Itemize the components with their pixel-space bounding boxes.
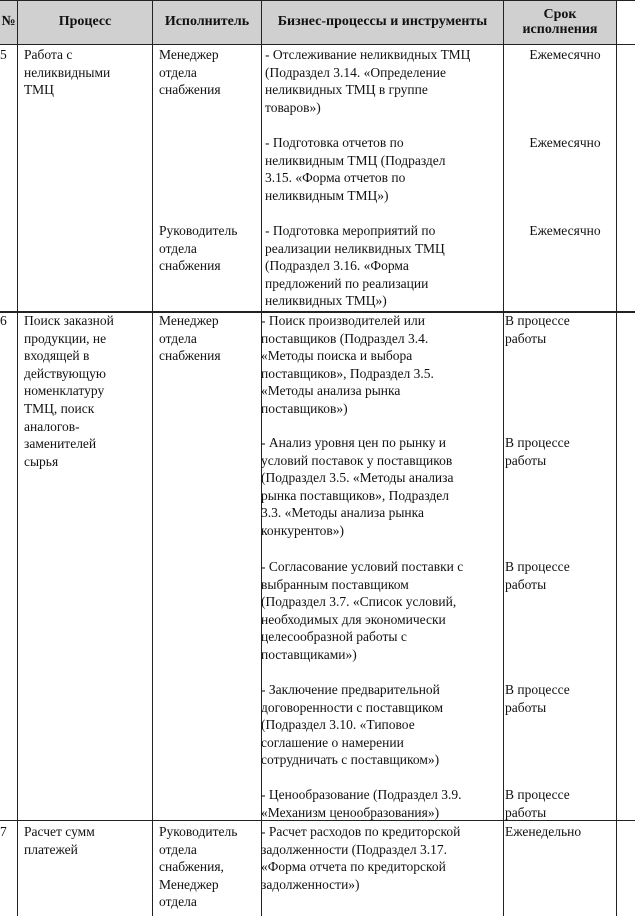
business-item: - Расчет расходов по кредиторской задолженности (Подраздел 3.17. «Форма отчета по кредиторской задолженности») xyxy=(261,824,461,892)
term-value: Ежемесячно xyxy=(529,135,601,150)
header-business: Бизнес-процессы и инструменты xyxy=(277,14,488,29)
process-name: Работа с неликвидными ТМЦ xyxy=(24,47,111,98)
executor-name: Руководитель отдела снабжения xyxy=(159,223,238,274)
business-item: - Поиск производителей или поставщиков (Подраздел 3.4. «Методы поиска и выбора поставщиков», Подраздел 3.5. «Методы анализа рынка поставщиков») xyxy=(261,313,434,416)
column-divider xyxy=(17,0,18,916)
term-value: Ежемесячно xyxy=(529,223,601,238)
business-item: - Отслеживание неликвидных ТМЦ (Подраздел 3.14. «Определение неликвидных ТМЦ в группе товаров») xyxy=(265,47,471,115)
row-number: 6 xyxy=(0,313,7,328)
executor-name: Руководитель отдела снабжения, Менеджер отдела xyxy=(159,824,238,910)
row-divider xyxy=(0,44,635,45)
executor-name: Менеджер отдела снабжения xyxy=(159,313,221,364)
row-number: 7 xyxy=(0,824,7,839)
term-value: В процессе работы xyxy=(505,682,570,715)
header-term: Срок исполнения xyxy=(522,7,598,37)
business-item: - Заключение предварительной договоренности с поставщиком (Подраздел 3.10. «Типовое соглашение о намерении сотрудничать с поставщиком») xyxy=(261,682,443,768)
row-number: 5 xyxy=(0,47,7,62)
process-name: Расчет сумм платежей xyxy=(24,824,95,857)
executor-name: Менеджер отдела снабжения xyxy=(159,47,221,98)
term-value: В процессе работы xyxy=(505,313,570,346)
column-divider xyxy=(503,0,504,916)
process-name: Поиск заказной продукции, не входящей в действующую номенклатуру ТМЦ, поиск аналогов- заменителей сырья xyxy=(24,313,114,469)
header-number: № xyxy=(1,14,16,29)
header-executor: Исполнитель xyxy=(164,14,250,29)
column-divider xyxy=(152,0,153,916)
business-item: - Подготовка мероприятий по реализации неликвидных ТМЦ (Подраздел 3.16. «Форма предложений по реализации неликвидных ТМЦ») xyxy=(265,223,445,309)
business-item: - Подготовка отчетов по неликвидным ТМЦ (Подраздел 3.15. «Форма отчетов по неликвидным ТМЦ») xyxy=(265,135,446,203)
header-process: Процесс xyxy=(58,14,112,29)
term-value: В процессе работы xyxy=(505,435,570,468)
term-value: Ежемесячно xyxy=(529,47,601,62)
term-value: Еженедельно xyxy=(505,824,582,839)
term-value: В процессе работы xyxy=(505,787,570,820)
business-item: - Ценообразование (Подраздел 3.9. «Механизм ценообразования») xyxy=(261,787,462,820)
business-item: - Согласование условий поставки с выбранным поставщиком (Подраздел 3.7. «Список условий, необходимых для экономически целесообразной работы с поставщиками») xyxy=(261,559,464,662)
business-item: - Анализ уровня цен по рынку и условий поставок у поставщиков (Подраздел 3.5. «Методы анализа рынка поставщиков», Подраздел 3.3. «Методы анализа рынка конкурентов») xyxy=(261,435,454,538)
row-divider xyxy=(0,0,635,1)
term-value: В процессе работы xyxy=(505,559,570,592)
